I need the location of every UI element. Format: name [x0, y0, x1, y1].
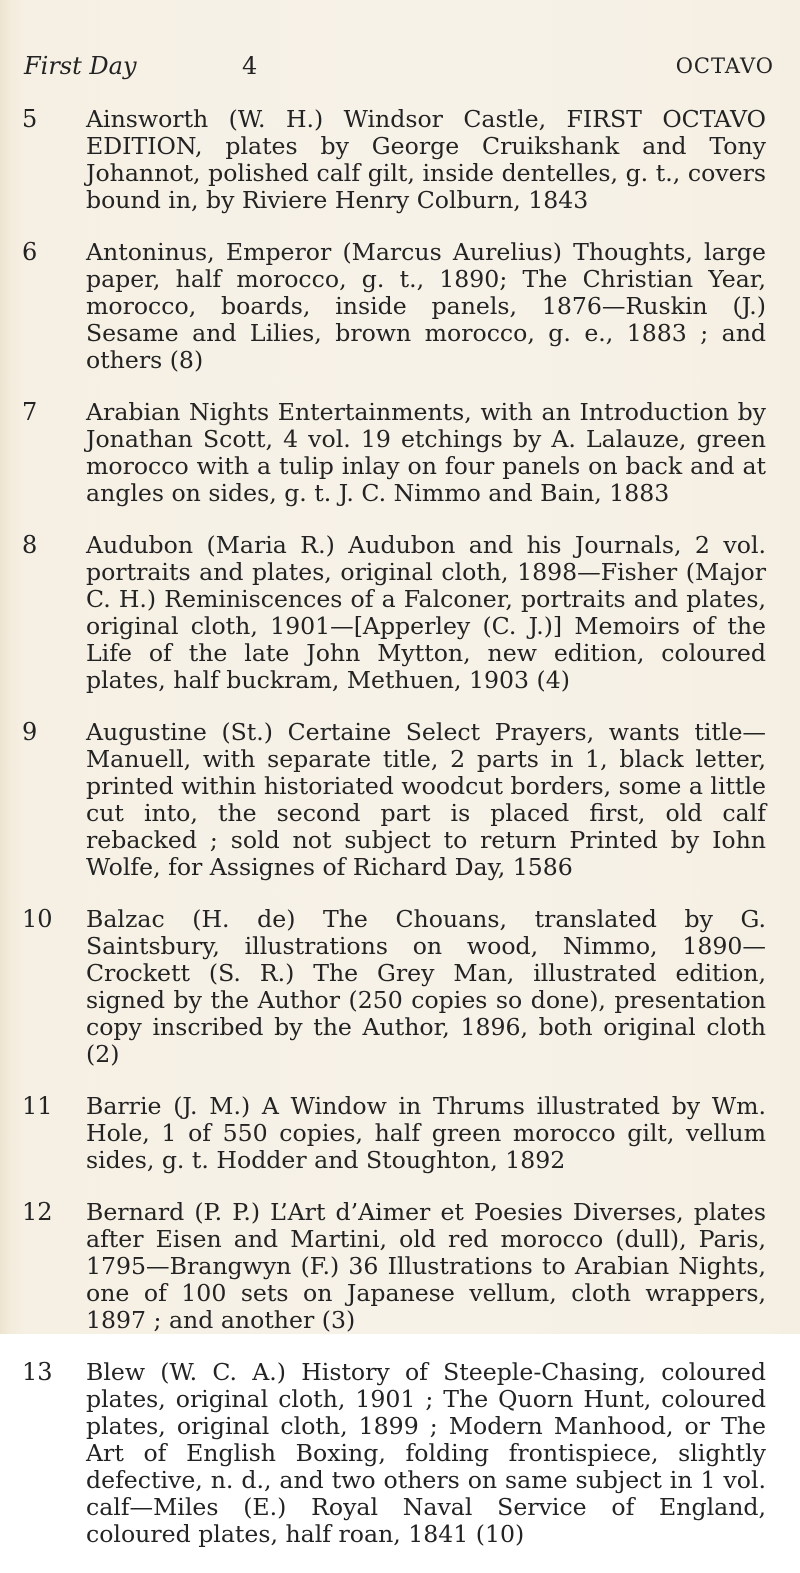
lot-number: 11 [22, 1092, 53, 1120]
lot-entry [0, 106, 800, 214]
lot-description: Ainsworth (W. H.) Windsor Castle, FIRST OCTAVO EDITION, plates by George Cruikshank and Tony Johannot, polished calf gilt, inside dentelles, g. t., covers bound in, by Riviere Henry Colburn, 1843 [86, 105, 766, 214]
lot-description: Antoninus, Emperor (Marcus Aurelius) Thoughts, large paper, half morocco, g. t., 1890; The Christian Year, morocco, boards, inside panels, 1876—Ruskin (J.) Sesame and Lilies, brown morocco, g. e., 1883 ; and others (8) [86, 238, 766, 374]
lot-description: Balzac (H. de) The Chouans, translated by G. Saintsbury, illustrations on wood, Nimmo, 1890—Crockett (S. R.) The Grey Man, illustrated edition, signed by the Author (250 copies so done), presentation copy inscribed by the Author, 1896, both original cloth (2) [86, 905, 766, 1068]
lot-entry [0, 532, 800, 694]
lot-number: 8 [22, 531, 38, 559]
lot-entry [0, 399, 800, 507]
lot-description: Arabian Nights Entertainments, with an Introduction by Jonathan Scott, 4 vol. 19 etchings by A. Lalauze, green morocco with a tulip inlay on four panels on back and at angles on sides, g. t. J. C. Nimmo and Bain, 1883 [86, 398, 766, 507]
lot-description: Audubon (Maria R.) Audubon and his Journals, 2 vol. portraits and plates, original cloth, 1898—Fisher (Major C. H.) Reminiscences of a Falconer, portraits and plates, original cloth, 1901—[Apperley (C. J.)] Memoirs of the Life of the late John Mytton, new edition, coloured plates, half buckram, Methuen, 1903 (4) [86, 531, 766, 694]
page-number: 4 [242, 52, 258, 80]
lot-description: Bernard (P. P.) L’Art d’Aimer et Poesies Diverses, plates after Eisen and Martini, old red morocco (dull), Paris, 1795—Brangwyn (F.) 36 Illustrations to Arabian Nights, one of 100 sets on Japanese vellum, cloth wrappers, 1897 ; and another (3) [86, 1198, 766, 1334]
lot-entry [0, 1199, 800, 1334]
lot-number: 12 [22, 1198, 53, 1226]
lot-number: 9 [22, 718, 38, 746]
lot-entry [0, 1359, 800, 1548]
lot-number: 6 [22, 238, 38, 266]
lot-number: 13 [22, 1358, 53, 1386]
lot-number: 5 [22, 105, 38, 133]
lot-description: Blew (W. C. A.) History of Steeple-Chasing, coloured plates, original cloth, 1901 ; The Quorn Hunt, coloured plates, original cloth, 1899 ; Modern Manhood, or The Art of English Boxing, folding frontispiece, slightly defective, n. d., and two others on same subject in 1 vol. calf—Miles (E.) Royal Naval Service of England, coloured plates, half roan, 1841 (10) [86, 1358, 766, 1548]
lot-entry [0, 906, 800, 1068]
lot-description: Barrie (J. M.) A Window in Thrums illustrated by Wm. Hole, 1 of 550 copies, half green morocco gilt, vellum sides, g. t. Hodder and Stoughton, 1892 [86, 1092, 766, 1174]
sale-day-title: First Day [24, 52, 137, 80]
lot-entry [0, 1093, 800, 1174]
lot-number: 7 [22, 398, 38, 426]
lot-entry [0, 719, 800, 881]
lot-list [0, 106, 800, 1573]
section-title: OCTAVO [675, 54, 774, 78]
lot-description: Augustine (St.) Certaine Select Prayers, wants title—Manuell, with separate title, 2 parts in 1, black letter, printed within historiated woodcut borders, some a little cut into, the second part is placed first, old calf rebacked ; sold not subject to return Printed by Iohn Wolfe, for Assignes of Richard Day, 1586 [86, 718, 766, 881]
lot-number: 10 [22, 905, 53, 933]
lot-entry [0, 239, 800, 374]
page-header [24, 52, 774, 92]
